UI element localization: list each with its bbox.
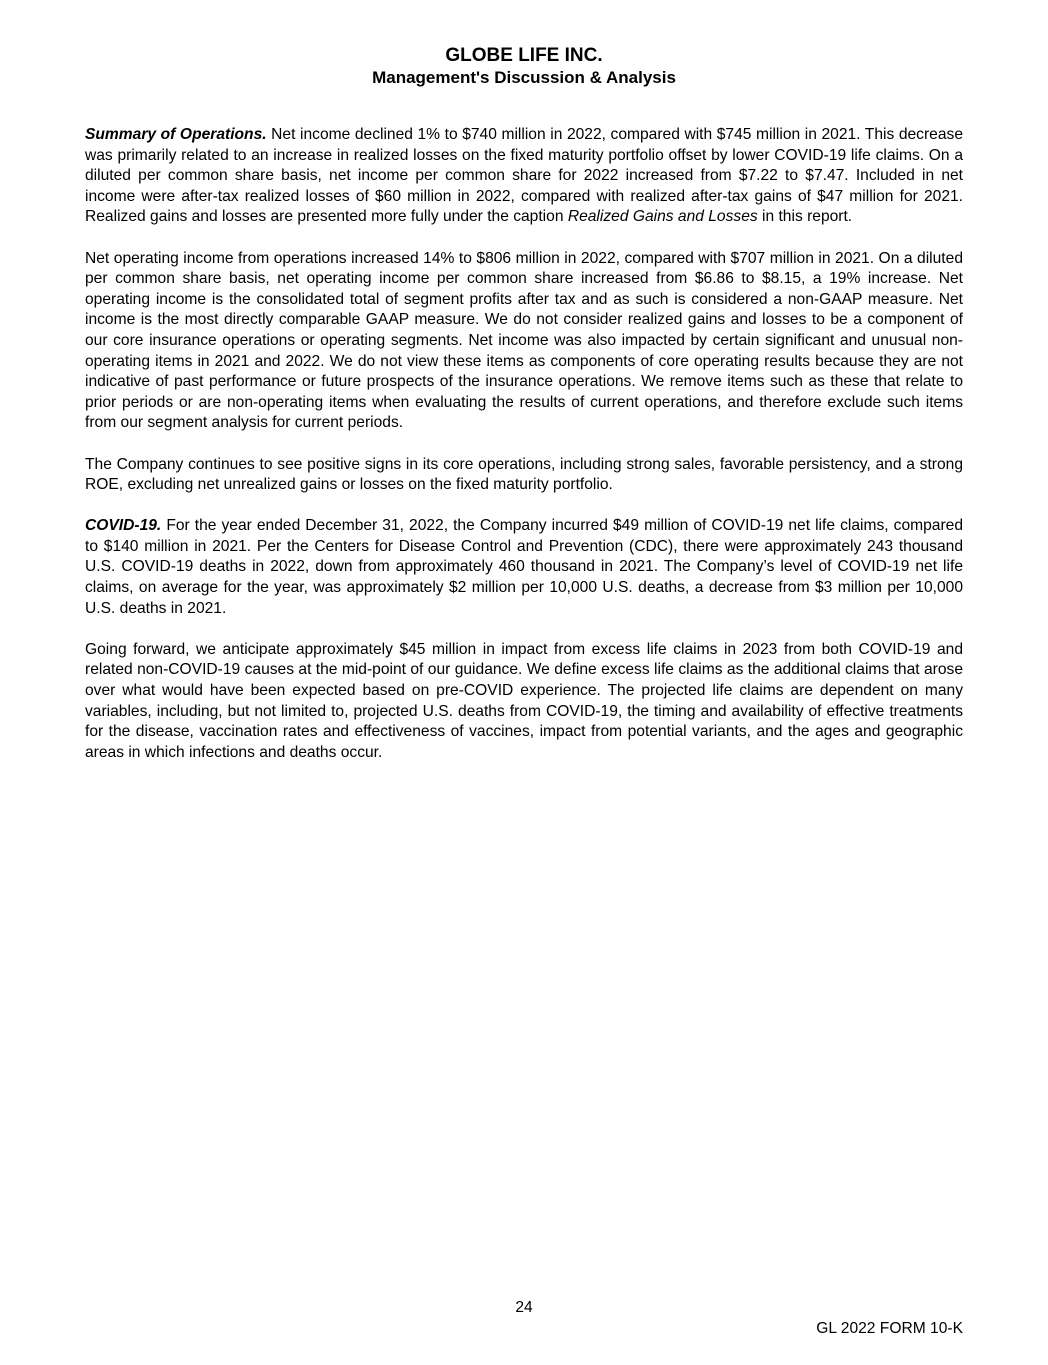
document-body [85,125,963,784]
section-title: Management's Discussion & Analysis [372,68,676,87]
paragraph-text: For the year ended December 31, 2022, the Company incurred $49 million of COVID-19 net life claims, compared to $140 million in 2021. Per the Centers for Disease Control and Prevention (CDC), there were approximately 243 thousand U.S. COVID-19 deaths in 2022, down from approximately 460 thousand in 2021. The Company’s level of COVID-19 net life claims, on average for the year, was approximately $2 million per 10,000 U.S. deaths, a decrease from $3 million per 10,000 U.S. deaths in 2021. [85,517,963,617]
page-header [0,45,1048,89]
company-name: GLOBE LIFE INC. [445,45,603,66]
form-label: GL 2022 FORM 10-K [816,1320,963,1337]
page-number: 24 [515,1299,533,1316]
caption-reference: Realized Gains and Losses [567,208,758,226]
paragraph-going-forward: Going forward, we anticipate approximately $45 million in impact from excess life claims in 2023 from both COVID-19 and related non-COVID-19 causes at the mid-point of our guidance. We define excess life claims as the additional claims that arose over what would have been expected based on pre-COVID experience. The projected life claims are dependent on many variables, including, but not limited to, projected U.S. deaths from COVID-19, the timing and availability of effective treatments for the disease, vaccination rates and effectiveness of vaccines, impact from potential variants, and the ages and geographic areas in which infections and deaths occur. [85,640,963,761]
paragraph-summary-of-operations [85,125,963,228]
paragraph-lead: COVID-19. [85,517,162,535]
paragraph-net-operating-income: Net operating income from operations increased 14% to $806 million in 2022, compared with $707 million in 2021. On a diluted per common share basis, net operating income per common share increased from $6.86 to $8.15, a 19% increase. Net operating income is the consolidated total of segment profits after tax and as such is considered a non-GAAP measure. Net income is the most directly comparable GAAP measure. We do not consider realized gains and losses to be a component of our core insurance operations or operating segments. Net income was also impacted by certain significant and unusual non-operating items in 2021 and 2022. We do not view these items as components of core operating results because they are not indicative of past performance or future prospects of the insurance operations. We remove items such as these that relate to prior periods or are non-operating items when evaluating the results of current operations, and therefore exclude such items from our segment analysis for current periods. [85,249,963,432]
paragraph-core-operations: The Company continues to see positive signs in its core operations, including strong sales, favorable persistency, and a strong ROE, excluding net unrealized gains or losses on the fixed maturity portfolio. [85,455,963,494]
paragraph-text: Net income declined 1% to $740 million in 2022, compared with $745 million in 2021. This decrease was primarily related to an increase in realized losses on the fixed maturity portfolio offset by lower COVID-19 life claims. On a diluted per common share basis, net income per common share for 2022 increased from $7.22 to $7.47. Included in net income were after-tax realized losses of $60 million in 2022, compared with realized after-tax gains of $47 million for 2021. Realized gains and losses are presented more fully under the caption [85,126,963,226]
paragraph-text: in this report. [757,208,853,226]
paragraph-covid-19 [85,516,963,619]
paragraph-lead: Summary of Operations. [85,126,267,143]
